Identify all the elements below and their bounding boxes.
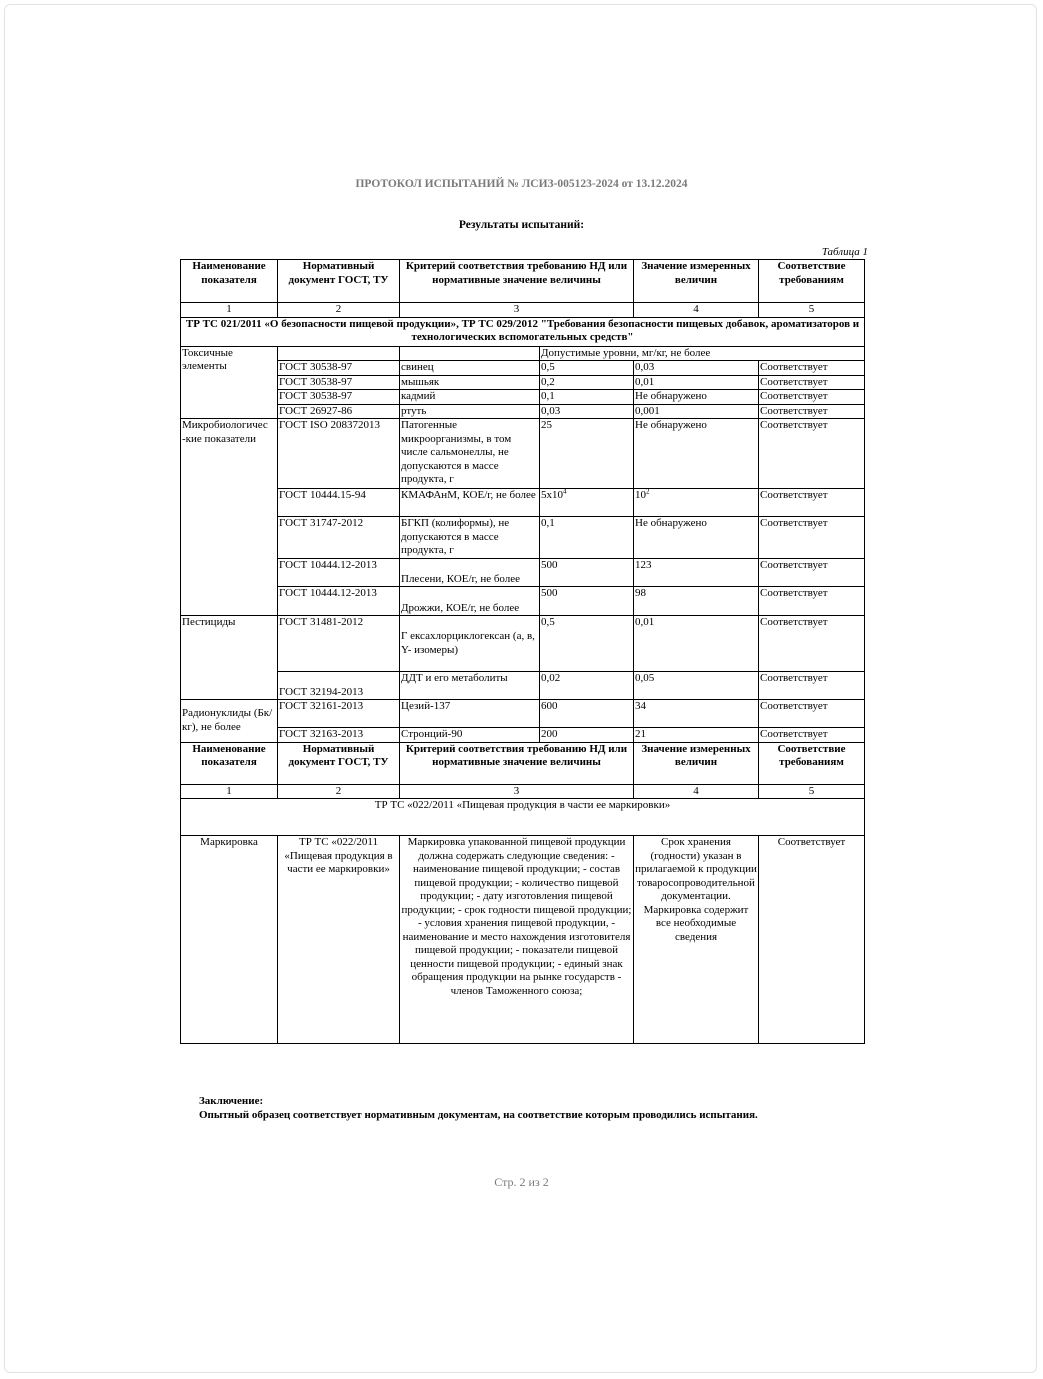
doc-cell: ГОСТ 10444.15-94 <box>278 489 400 517</box>
value-cell: Не обнаружено <box>634 390 759 405</box>
header-value: Значение измеренных величин <box>634 260 759 303</box>
section-title-row <box>181 317 865 346</box>
limit-cell: 200 <box>540 728 634 743</box>
col-number: 2 <box>278 303 400 318</box>
col-number: 3 <box>400 784 634 799</box>
limit-cell: 0,03 <box>540 404 634 419</box>
section-title-row <box>181 799 865 836</box>
limit-cell: 0,1 <box>540 517 634 559</box>
header-name: Наименование показателя <box>181 742 278 784</box>
doc-cell: ГОСТ 30538-97 <box>278 361 400 376</box>
table-row <box>181 587 865 616</box>
header-result: Соответствие требованиям <box>759 260 865 303</box>
value-base: 10 <box>635 489 646 501</box>
header-doc: Нормативный документ ГОСТ, ТУ <box>278 742 400 784</box>
result-cell: Соответствует <box>759 390 865 405</box>
name-cell: Стронций-90 <box>400 728 540 743</box>
col-number: 5 <box>759 784 865 799</box>
value-cell: 98 <box>634 587 759 616</box>
table-row <box>181 616 865 672</box>
doc-cell: ГОСТ 31747-2012 <box>278 517 400 559</box>
value-cell: Срок хранения (годности) указан в прилагаемой к продукции товаросопроводительной документации. Маркировка содержит все необходимые сведения <box>634 836 759 1044</box>
col-number: 3 <box>400 303 634 318</box>
toxic-label: Токсичные элементы <box>181 346 278 419</box>
doc-cell: ГОСТ 32194-2013 <box>278 672 400 700</box>
header-criterion: Критерий соответствия требованию НД или нормативные значение величины <box>400 742 634 784</box>
doc-cell: ГОСТ 30538-97 <box>278 390 400 405</box>
limit-cell: 0,1 <box>540 390 634 405</box>
results-table <box>180 259 865 1044</box>
result-cell: Соответствует <box>759 587 865 616</box>
name-cell: Г ексахлорциклогексан (a, в, Y- изомеры) <box>400 616 540 672</box>
value-cell <box>634 489 759 517</box>
col-number: 5 <box>759 303 865 318</box>
table-row <box>181 375 865 390</box>
table-label: Таблица 1 <box>821 246 868 258</box>
conclusion-title: Заключение: <box>199 1095 264 1107</box>
result-cell: Соответствует <box>759 375 865 390</box>
table-row <box>181 700 865 728</box>
limit-cell: 0,5 <box>540 616 634 672</box>
pest-label: Пестициды <box>181 616 278 700</box>
table-row <box>181 346 865 361</box>
name-cell: БГКП (колиформы), не допускаются в массе продукта, г <box>400 517 540 559</box>
number-row <box>181 303 865 318</box>
section2-title: ТР ТС «022/2011 «Пищевая продукция в части ее маркировки» <box>181 799 865 836</box>
result-cell: Соответствует <box>759 700 865 728</box>
doc-cell: ГОСТ 26927-86 <box>278 404 400 419</box>
table-row <box>181 404 865 419</box>
result-cell: Соответствует <box>759 404 865 419</box>
table-row <box>181 728 865 743</box>
value-cell: 21 <box>634 728 759 743</box>
result-cell: Соответствует <box>759 361 865 376</box>
table-row <box>181 836 865 1044</box>
limit-cell: 0,2 <box>540 375 634 390</box>
result-cell: Соответствует <box>759 419 865 489</box>
limit-cell: 0,02 <box>540 672 634 700</box>
name-cell: КМАФАнМ, КОЕ/г, не более <box>400 489 540 517</box>
section1-title: ТР ТС 021/2011 «О безопасности пищевой продукции», ТР ТС 029/2012 "Требования безопасности пищевых добавок, ароматизаторов и технологических вспомогательных средств" <box>181 317 865 346</box>
name-cell: мышьяк <box>400 375 540 390</box>
header-doc: Нормативный документ ГОСТ, ТУ <box>278 260 400 303</box>
doc-cell: ГОСТ 32163-2013 <box>278 728 400 743</box>
header-name: Наименование показателя <box>181 260 278 303</box>
empty-cell <box>278 346 400 361</box>
result-cell: Соответствует <box>759 517 865 559</box>
doc-cell: ТР ТС «022/2011 «Пищевая продукция в части ее маркировки» <box>278 836 400 1044</box>
doc-cell: ГОСТ 10444.12-2013 <box>278 587 400 616</box>
number-row <box>181 784 865 799</box>
conclusion-text: Опытный образец соответствует нормативным документам, на соответствие которым проводились испытания. <box>199 1109 758 1121</box>
doc-cell: ГОСТ 30538-97 <box>278 375 400 390</box>
conclusion <box>199 1094 758 1122</box>
col-number: 4 <box>634 303 759 318</box>
value-cell: Не обнаружено <box>634 419 759 489</box>
doc-cell: ГОСТ ISO 208372013 <box>278 419 400 489</box>
table-row <box>181 489 865 517</box>
doc-cell: ГОСТ 31481-2012 <box>278 616 400 672</box>
table-row <box>181 419 865 489</box>
result-cell: Соответствует <box>759 672 865 700</box>
results-subtitle: Результаты испытаний: <box>458 219 585 231</box>
value-cell: 123 <box>634 559 759 587</box>
table-row <box>181 390 865 405</box>
limit-base: 5х10 <box>541 489 563 501</box>
value-cell: 34 <box>634 700 759 728</box>
table-row <box>181 361 865 376</box>
empty-cell <box>400 346 540 361</box>
name-cell: Плесени, КОЕ/г, не более <box>400 559 540 587</box>
name-cell: Цезий-137 <box>400 700 540 728</box>
result-cell: Соответствует <box>759 489 865 517</box>
col-number: 1 <box>181 784 278 799</box>
limit-cell: 600 <box>540 700 634 728</box>
name-cell: свинец <box>400 361 540 376</box>
header-criterion: Критерий соответствия требованию НД или нормативные значение величины <box>400 260 634 303</box>
header-row <box>181 260 865 303</box>
limit-cell: 25 <box>540 419 634 489</box>
result-cell: Соответствует <box>759 728 865 743</box>
table-row <box>181 517 865 559</box>
value-cell: 0,01 <box>634 375 759 390</box>
value-cell: 0,01 <box>634 616 759 672</box>
limit-cell <box>540 489 634 517</box>
col-number: 4 <box>634 784 759 799</box>
value-exponent: 2 <box>646 488 650 496</box>
header-row <box>181 742 865 784</box>
col-number: 1 <box>181 303 278 318</box>
table-row <box>181 672 865 700</box>
limits-label: Допустимые уровни, мг/кг, не более <box>540 346 865 361</box>
header-value: Значение измеренных величин <box>634 742 759 784</box>
criterion-cell: Маркировка упакованной пищевой продукции должна содержать следующие сведения: - наименование пищевой продукции; - состав пищевой продукции; - количество пищевой продукции; - дату изготовления пищевой продукции; - срок годности пищевой продукции; - условия хранения пищевой продукции, - наименование и место нахождения изготовителя пищевой продукции; - показатели пищевой ценности пищевой продукции; - единый знак обращения продукции на рынке государств - членов Таможенного союза; <box>400 836 634 1044</box>
name-cell: Патогенные микроорганизмы, в том числе сальмонеллы, не допускаются в массе продукта, г <box>400 419 540 489</box>
page-number: Стр. 2 из 2 <box>494 1175 549 1189</box>
header-result: Соответствие требованиям <box>759 742 865 784</box>
limit-cell: 500 <box>540 587 634 616</box>
result-cell: Соответствует <box>759 616 865 672</box>
doc-cell: ГОСТ 32161-2013 <box>278 700 400 728</box>
value-cell: 0,05 <box>634 672 759 700</box>
radio-label: Радионуклиды (Бк/кг), не более <box>181 700 278 743</box>
result-cell: Соответствует <box>759 559 865 587</box>
limit-cell: 500 <box>540 559 634 587</box>
micro-label: Микробиологичес -кие показатели <box>181 419 278 616</box>
name-cell: Дрожжи, КОЕ/г, не более <box>400 587 540 616</box>
limit-exponent: 4 <box>563 488 567 496</box>
protocol-title: ПРОТОКОЛ ИСПЫТАНИЙ № ЛСИЗ-005123-2024 от 13.12.2024 <box>355 178 688 190</box>
name-cell: кадмий <box>400 390 540 405</box>
doc-cell: ГОСТ 10444.12-2013 <box>278 559 400 587</box>
table-row <box>181 559 865 587</box>
limit-cell: 0,5 <box>540 361 634 376</box>
value-cell: 0,001 <box>634 404 759 419</box>
value-cell: 0,03 <box>634 361 759 376</box>
name-cell: ДДТ и его метаболиты <box>400 672 540 700</box>
name-cell: ртуть <box>400 404 540 419</box>
result-cell: Соответствует <box>759 836 865 1044</box>
marking-label: Маркировка <box>181 836 278 1044</box>
value-cell: Не обнаружено <box>634 517 759 559</box>
col-number: 2 <box>278 784 400 799</box>
